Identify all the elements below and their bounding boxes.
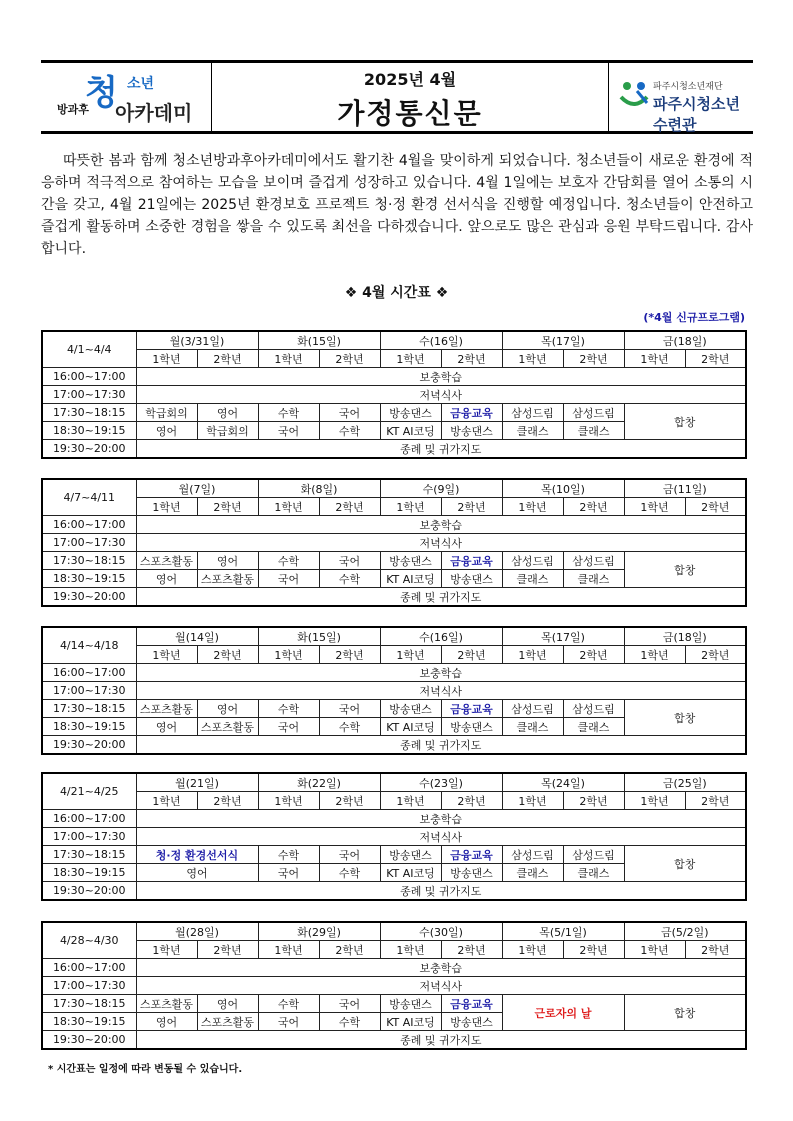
activity-cell: 영어 — [197, 404, 258, 422]
activity-cell: 수학 — [258, 700, 319, 718]
grade-header: 2학년 — [685, 792, 746, 810]
time-slot: 19:30~20:00 — [42, 588, 136, 607]
org-foundation: 파주시청소년재단 — [653, 82, 723, 92]
activity-cell: 청·정 환경선서식 — [136, 846, 258, 864]
time-slot: 16:00~17:00 — [42, 516, 136, 534]
time-slot: 17:30~18:15 — [42, 995, 136, 1013]
time-slot: 17:30~18:15 — [42, 552, 136, 570]
activity-cell: 방송댄스 — [380, 552, 441, 570]
holiday-cell: 근로자의 날 — [502, 995, 624, 1031]
grade-header: 1학년 — [136, 350, 197, 368]
grade-header: 1학년 — [136, 646, 197, 664]
activity-cell: 클래스 — [502, 570, 563, 588]
grade-header: 2학년 — [441, 498, 502, 516]
activity-cell: 종례 및 귀가지도 — [136, 736, 746, 755]
activity-cell: 국어 — [319, 995, 380, 1013]
activity-cell: 영어 — [136, 422, 197, 440]
activity-cell: 방송댄스 — [441, 864, 502, 882]
grade-header: 1학년 — [258, 646, 319, 664]
time-slot: 19:30~20:00 — [42, 736, 136, 755]
week-range: 4/1~4/4 — [42, 331, 136, 368]
header-title-box — [211, 63, 609, 131]
activity-cell: 금융교육 — [441, 404, 502, 422]
activity-cell: 종례 및 귀가지도 — [136, 882, 746, 901]
time-slot: 17:00~17:30 — [42, 828, 136, 846]
day-header: 화(29일) — [258, 922, 380, 941]
org-logo — [609, 63, 753, 134]
grade-header: 2학년 — [685, 350, 746, 368]
grade-header: 1학년 — [380, 646, 441, 664]
activity-cell: 수학 — [319, 422, 380, 440]
grade-header: 2학년 — [441, 350, 502, 368]
activity-cell: 저녁식사 — [136, 977, 746, 995]
grade-header: 1학년 — [624, 792, 685, 810]
activity-cell: 수학 — [319, 864, 380, 882]
activity-cell: 수학 — [319, 718, 380, 736]
activity-cell: KT AI코딩 — [380, 718, 441, 736]
day-header: 월(21일) — [136, 773, 258, 792]
day-header: 금(25일) — [624, 773, 746, 792]
activity-cell: 삼성드림 — [563, 404, 624, 422]
activity-cell: 금융교육 — [441, 700, 502, 718]
intro-paragraph: 따뜻한 봄과 함께 청소년방과후아카데미에서도 활기찬 4월을 맞이하게 되었습니다. 청소년들이 새로운 환경에 적응하며 적극적으로 참여하는 모습을 보이며 즐겁게 성장하고 있습니다. 4월 1일에는 보호자 간담회를 열어 소통의 시간을 갖고, 4월 21일에는 2025년 환경보호 프로젝트 청·정 환경 선서식을 진행할 예정입니다. 청소년들이 안전하고 즐겁게 활동하며 소중한 경험을 쌓을 수 있도록 최선을 다하겠습니다. 앞으로도 많은 관심과 응원 부탁드립니다. 감사합니다. — [41, 153, 753, 257]
activity-cell: KT AI코딩 — [380, 422, 441, 440]
day-header: 월(28일) — [136, 922, 258, 941]
grade-header: 1학년 — [624, 646, 685, 664]
activity-cell: 영어 — [136, 570, 197, 588]
activity-cell: KT AI코딩 — [380, 864, 441, 882]
grade-header: 2학년 — [685, 646, 746, 664]
grade-header: 1학년 — [502, 350, 563, 368]
activity-cell: 수학 — [258, 846, 319, 864]
activity-cell: 국어 — [258, 864, 319, 882]
activity-cell: 합창 — [624, 552, 746, 588]
time-slot: 17:30~18:15 — [42, 846, 136, 864]
activity-cell: 합창 — [624, 404, 746, 440]
activity-cell: 스포츠활동 — [136, 700, 197, 718]
activity-cell: 수학 — [258, 552, 319, 570]
activity-cell: 클래스 — [563, 864, 624, 882]
time-slot: 16:00~17:00 — [42, 959, 136, 977]
activity-cell: 국어 — [258, 718, 319, 736]
time-slot: 17:00~17:30 — [42, 977, 136, 995]
time-slot: 17:00~17:30 — [42, 534, 136, 552]
grade-header: 1학년 — [380, 498, 441, 516]
day-header: 수(30일) — [380, 922, 502, 941]
activity-cell: 금융교육 — [441, 552, 502, 570]
activity-cell: 수학 — [258, 404, 319, 422]
schedule-title: ❖ 4월 시간표 ❖ — [344, 285, 449, 301]
week-table — [41, 772, 747, 901]
time-slot: 18:30~19:15 — [42, 1013, 136, 1031]
grade-header: 1학년 — [624, 350, 685, 368]
day-header: 목(10일) — [502, 479, 624, 498]
day-header: 월(7일) — [136, 479, 258, 498]
logo-after-school: 방과후 — [57, 103, 89, 116]
day-header: 금(18일) — [624, 627, 746, 646]
day-header: 목(17일) — [502, 331, 624, 350]
grade-header: 2학년 — [319, 498, 380, 516]
grade-header: 2학년 — [563, 350, 624, 368]
logo-academy: 아카데미 — [115, 101, 193, 125]
day-header: 금(5/2일) — [624, 922, 746, 941]
grade-header: 2학년 — [197, 646, 258, 664]
activity-cell: 방송댄스 — [380, 404, 441, 422]
new-program-note: (*4월 신규프로그램) — [643, 311, 745, 324]
activity-cell: 합창 — [624, 700, 746, 736]
footnote: * 시간표는 일정에 따라 변동될 수 있습니다. — [48, 1064, 243, 1075]
activity-cell: 방송댄스 — [441, 422, 502, 440]
logo-cheong: 청 — [85, 73, 118, 113]
grade-header: 2학년 — [563, 498, 624, 516]
activity-cell: 스포츠활동 — [197, 1013, 258, 1031]
grade-header: 2학년 — [685, 498, 746, 516]
time-slot: 17:00~17:30 — [42, 682, 136, 700]
activity-cell: 종례 및 귀가지도 — [136, 440, 746, 459]
grade-header: 1학년 — [136, 498, 197, 516]
grade-header: 2학년 — [441, 646, 502, 664]
grade-header: 1학년 — [136, 941, 197, 959]
time-slot: 16:00~17:00 — [42, 810, 136, 828]
grade-header: 2학년 — [319, 350, 380, 368]
activity-cell: 보충학습 — [136, 664, 746, 682]
time-slot: 18:30~19:15 — [42, 570, 136, 588]
logo-sonyeon: 소년 — [127, 76, 155, 92]
activity-cell: 영어 — [197, 995, 258, 1013]
time-slot: 18:30~19:15 — [42, 422, 136, 440]
activity-cell: 합창 — [624, 846, 746, 882]
activity-cell: 삼성드림 — [563, 846, 624, 864]
activity-cell: 영어 — [136, 1013, 197, 1031]
grade-header: 1학년 — [258, 350, 319, 368]
day-header: 금(11일) — [624, 479, 746, 498]
grade-header: 1학년 — [624, 498, 685, 516]
activity-cell: KT AI코딩 — [380, 570, 441, 588]
grade-header: 1학년 — [502, 646, 563, 664]
grade-header: 2학년 — [563, 941, 624, 959]
day-header: 화(22일) — [258, 773, 380, 792]
activity-cell: 방송댄스 — [380, 995, 441, 1013]
activity-cell: 보충학습 — [136, 368, 746, 386]
activity-cell: 스포츠활동 — [197, 570, 258, 588]
org-name: 파주시청소년수련관 — [653, 95, 740, 134]
grade-header: 2학년 — [441, 941, 502, 959]
grade-header: 1학년 — [624, 941, 685, 959]
grade-header: 2학년 — [319, 646, 380, 664]
activity-cell: 스포츠활동 — [197, 718, 258, 736]
activity-cell: 종례 및 귀가지도 — [136, 588, 746, 607]
time-slot: 18:30~19:15 — [42, 718, 136, 736]
activity-cell: 삼성드림 — [563, 700, 624, 718]
day-header: 목(17일) — [502, 627, 624, 646]
activity-cell: 방송댄스 — [441, 570, 502, 588]
activity-cell: 클래스 — [502, 422, 563, 440]
week-range: 4/21~4/25 — [42, 773, 136, 810]
day-header: 화(15일) — [258, 331, 380, 350]
activity-cell: 국어 — [319, 700, 380, 718]
day-header: 월(3/31일) — [136, 331, 258, 350]
week-range: 4/7~4/11 — [42, 479, 136, 516]
activity-cell: 영어 — [197, 700, 258, 718]
time-slot: 19:30~20:00 — [42, 440, 136, 459]
activity-cell: 학급회의 — [136, 404, 197, 422]
activity-cell: 국어 — [319, 846, 380, 864]
activity-cell: 국어 — [319, 552, 380, 570]
week-range: 4/14~4/18 — [42, 627, 136, 664]
activity-cell: 수학 — [258, 995, 319, 1013]
grade-header: 2학년 — [685, 941, 746, 959]
activity-cell: 방송댄스 — [380, 700, 441, 718]
day-header: 화(15일) — [258, 627, 380, 646]
time-slot: 17:00~17:30 — [42, 386, 136, 404]
grade-header: 2학년 — [197, 498, 258, 516]
activity-cell: 삼성드림 — [502, 846, 563, 864]
activity-cell: 보충학습 — [136, 810, 746, 828]
activity-cell: 삼성드림 — [502, 552, 563, 570]
grade-header: 1학년 — [502, 792, 563, 810]
day-header: 목(24일) — [502, 773, 624, 792]
grade-header: 1학년 — [136, 792, 197, 810]
grade-header: 1학년 — [380, 941, 441, 959]
grade-header: 2학년 — [563, 792, 624, 810]
org-ci-icon — [617, 77, 651, 111]
activity-cell: 저녁식사 — [136, 828, 746, 846]
activity-cell: 삼성드림 — [502, 404, 563, 422]
activity-cell: KT AI코딩 — [380, 1013, 441, 1031]
grade-header: 2학년 — [197, 792, 258, 810]
activity-cell: 방송댄스 — [441, 1013, 502, 1031]
activity-cell: 스포츠활동 — [136, 552, 197, 570]
time-slot: 16:00~17:00 — [42, 368, 136, 386]
activity-cell: 수학 — [319, 570, 380, 588]
time-slot: 17:30~18:15 — [42, 404, 136, 422]
day-header: 목(5/1일) — [502, 922, 624, 941]
activity-cell: 방송댄스 — [441, 718, 502, 736]
grade-header: 2학년 — [319, 941, 380, 959]
grade-header: 2학년 — [319, 792, 380, 810]
week-table — [41, 330, 747, 459]
activity-cell: 삼성드림 — [563, 552, 624, 570]
grade-header: 1학년 — [380, 792, 441, 810]
activity-cell: 국어 — [258, 1013, 319, 1031]
grade-header: 1학년 — [502, 498, 563, 516]
activity-cell: 스포츠활동 — [136, 995, 197, 1013]
grade-header: 2학년 — [197, 350, 258, 368]
activity-cell: 저녁식사 — [136, 534, 746, 552]
time-slot: 19:30~20:00 — [42, 1031, 136, 1050]
grade-header: 1학년 — [258, 941, 319, 959]
activity-cell: 클래스 — [502, 864, 563, 882]
activity-cell: 영어 — [136, 864, 258, 882]
activity-cell: 수학 — [319, 1013, 380, 1031]
time-slot: 19:30~20:00 — [42, 882, 136, 901]
activity-cell: 합창 — [624, 995, 746, 1031]
day-header: 화(8일) — [258, 479, 380, 498]
time-slot: 17:30~18:15 — [42, 700, 136, 718]
page-title: 가정통신문 — [337, 97, 483, 130]
activity-cell: 학급회의 — [197, 422, 258, 440]
day-header: 수(23일) — [380, 773, 502, 792]
day-header: 수(16일) — [380, 331, 502, 350]
activity-cell: 영어 — [136, 718, 197, 736]
activity-cell: 종례 및 귀가지도 — [136, 1031, 746, 1050]
day-header: 월(14일) — [136, 627, 258, 646]
activity-cell: 클래스 — [563, 718, 624, 736]
activity-cell: 금융교육 — [441, 846, 502, 864]
week-range: 4/28~4/30 — [42, 922, 136, 959]
day-header: 수(16일) — [380, 627, 502, 646]
grade-header: 1학년 — [258, 792, 319, 810]
time-slot: 18:30~19:15 — [42, 864, 136, 882]
week-table — [41, 921, 747, 1050]
activity-cell: 보충학습 — [136, 959, 746, 977]
grade-header: 2학년 — [441, 792, 502, 810]
week-table — [41, 478, 747, 607]
activity-cell: 영어 — [197, 552, 258, 570]
time-slot: 16:00~17:00 — [42, 664, 136, 682]
grade-header: 1학년 — [258, 498, 319, 516]
activity-cell: 국어 — [258, 422, 319, 440]
day-header: 수(9일) — [380, 479, 502, 498]
activity-cell: 금융교육 — [441, 995, 502, 1013]
activity-cell: 보충학습 — [136, 516, 746, 534]
activity-cell: 저녁식사 — [136, 386, 746, 404]
year-month: 2025년 4월 — [363, 70, 457, 89]
academy-logo — [41, 63, 207, 131]
activity-cell: 저녁식사 — [136, 682, 746, 700]
activity-cell: 국어 — [319, 404, 380, 422]
grade-header: 1학년 — [502, 941, 563, 959]
activity-cell: 클래스 — [563, 570, 624, 588]
activity-cell: 국어 — [258, 570, 319, 588]
grade-header: 2학년 — [197, 941, 258, 959]
activity-cell: 방송댄스 — [380, 846, 441, 864]
day-header: 금(18일) — [624, 331, 746, 350]
grade-header: 2학년 — [563, 646, 624, 664]
header — [41, 60, 753, 134]
grade-header: 1학년 — [380, 350, 441, 368]
activity-cell: 클래스 — [502, 718, 563, 736]
activity-cell: 클래스 — [563, 422, 624, 440]
activity-cell: 삼성드림 — [502, 700, 563, 718]
week-table — [41, 626, 747, 755]
